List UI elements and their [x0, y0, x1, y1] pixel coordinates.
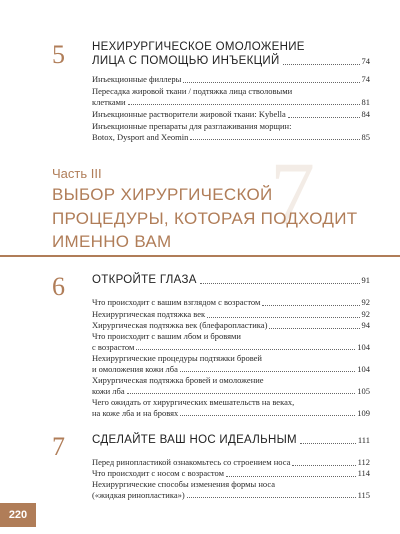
toc-entry[interactable]	[92, 468, 370, 479]
toc-entry[interactable]	[92, 353, 370, 374]
entry-text: Что происходит с носом с возрастом	[92, 468, 225, 478]
toc-entry[interactable]	[92, 297, 370, 308]
toc-entry[interactable]	[92, 479, 370, 500]
toc-entry[interactable]	[92, 331, 370, 352]
entry-text: клетками	[92, 96, 126, 107]
entry-page: 81	[361, 96, 370, 107]
entry-page: 104	[357, 341, 370, 352]
toc-entry[interactable]	[92, 121, 370, 142]
chapter-5-title[interactable]	[92, 40, 370, 68]
entry-text: кожи лба	[92, 385, 125, 396]
entry-text: Хирургическая подтяжка век (блефаропластика)	[92, 320, 268, 330]
chapter-6-number: 6	[52, 272, 65, 301]
chapter-6-page: 91	[361, 275, 370, 285]
chapter-5-number: 5	[52, 40, 65, 69]
entry-page: 109	[357, 407, 370, 418]
toc-entry[interactable]	[92, 86, 370, 107]
page-number-badge: 220	[0, 503, 36, 527]
entry-page: 104	[357, 363, 370, 374]
entry-page: 92	[361, 309, 370, 319]
chapter-5-title-line-1: НЕХИРУРГИЧЕСКОЕ ОМОЛОЖЕНИЕ	[92, 41, 305, 53]
chapter-6-title[interactable]	[92, 273, 370, 287]
toc-entry[interactable]	[92, 309, 370, 320]
entry-text: Нехирургическая подтяжка век	[92, 309, 206, 319]
chapter-7-title-line-1: СДЕЛАЙТЕ ВАШ НОС ИДЕАЛЬНЫМ	[92, 434, 297, 446]
toc-entry[interactable]	[92, 74, 370, 85]
entry-page: 114	[357, 468, 370, 478]
entry-text: Пересадка жировой ткани / подтяжка лица стволовыми	[92, 86, 293, 96]
entry-text: Инъекционные препараты для разглаживания морщин:	[92, 121, 292, 131]
section-divider	[0, 255, 400, 257]
toc-entry[interactable]	[92, 375, 370, 396]
entry-page: 105	[357, 385, 370, 396]
chapter-7-title[interactable]	[92, 433, 370, 447]
entry-text: Нехирургические способы изменения формы носа	[92, 479, 275, 489]
entry-text: и омоложения кожи лба	[92, 363, 178, 374]
part-label: Часть III	[52, 166, 102, 181]
entry-page: 84	[361, 109, 370, 119]
entry-text: Инъекционные филлеры	[92, 74, 182, 84]
part-decoration: 7	[270, 145, 315, 244]
entry-text: Что происходит с вашим лбом и бровями	[92, 331, 241, 341]
entry-text: Botox, Dysport and Xeomin	[92, 131, 189, 142]
entry-text: («жидкая ринопластика»)	[92, 489, 185, 500]
chapter-7-number: 7	[52, 432, 65, 461]
entry-page: 112	[357, 457, 370, 467]
entry-text: Чего ожидать от хирургических вмешательств на веках,	[92, 397, 295, 407]
entry-text: с возрастом	[92, 341, 135, 352]
entry-page: 85	[361, 131, 370, 142]
toc-entry[interactable]	[92, 109, 370, 120]
entry-text: на коже лба и на бровях	[92, 407, 179, 418]
entry-page: 74	[361, 74, 370, 84]
chapter-7-page: 111	[357, 435, 370, 445]
entry-text: Хирургическая подтяжка бровей и омоложение	[92, 375, 264, 385]
toc-entry[interactable]	[92, 320, 370, 331]
entry-text: Нехирургические процедуры подтяжки бровей	[92, 353, 262, 363]
chapter-5-page: 74	[361, 56, 370, 66]
toc-entry[interactable]	[92, 397, 370, 418]
part-title: ВЫБОР ХИРУРГИЧЕСКОЙ ПРОЦЕДУРЫ, КОТОРАЯ ПОДХОДИТ ИМЕННО ВАМ	[52, 185, 358, 251]
entry-page: 92	[361, 297, 370, 307]
chapter-6-title-line-1: ОТКРОЙТЕ ГЛАЗА	[92, 274, 197, 286]
toc-entry[interactable]	[92, 457, 370, 468]
entry-text: Перед ринопластикой ознакомьтесь со строением носа	[92, 457, 291, 467]
entry-page: 115	[357, 489, 370, 500]
entry-text: Что происходит с вашим взглядом с возрастом	[92, 297, 261, 307]
entry-text: Инъекционные растворители жировой ткани: Kybella	[92, 109, 286, 119]
entry-page: 94	[361, 320, 370, 330]
chapter-5-title-line-2: ЛИЦА С ПОМОЩЬЮ ИНЪЕКЦИЙ	[92, 55, 280, 67]
